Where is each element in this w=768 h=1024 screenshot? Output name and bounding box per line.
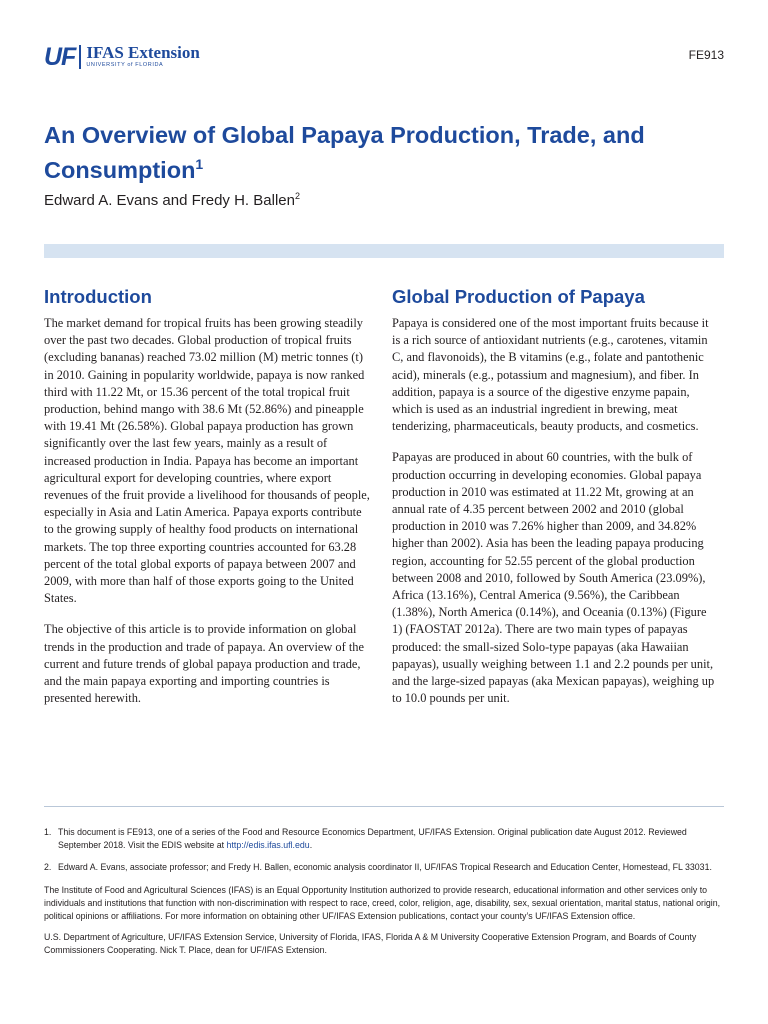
introduction-paragraph: The objective of this article is to provide information on global trends in the production and trade of papaya. An overview of the current and future trends of global papaya production and trade, and the main papaya exporting and importing countries is presented herewith. bbox=[44, 622, 364, 706]
header-divider-band bbox=[44, 244, 724, 258]
document-code: FE913 bbox=[688, 48, 724, 62]
logo-uf-mark: UF bbox=[44, 43, 76, 71]
footnote-number: 2. bbox=[44, 862, 52, 872]
authors-line bbox=[44, 192, 300, 209]
introduction-section bbox=[44, 284, 370, 721]
footnote-number: 1. bbox=[44, 827, 52, 837]
document-title bbox=[44, 118, 734, 188]
logo-university-name: UNIVERSITY of FLORIDA bbox=[86, 62, 164, 68]
logo-wordmark bbox=[86, 44, 200, 69]
cooperative-extension-statement: U.S. Department of Agriculture, UF/IFAS Extension Service, University of Florida, IFAS, Florida A & M University Cooperative Extension Program, and Boards of County Commissioners Cooperating. Nick T. Place, dean for UF/IFAS Extension. bbox=[44, 932, 697, 955]
global-production-section bbox=[392, 284, 718, 721]
footnote-1 bbox=[44, 826, 724, 852]
logo-divider bbox=[79, 45, 81, 69]
footnote-text bbox=[58, 826, 724, 852]
title-text: An Overview of Global Papaya Production, Trade, and Consumption bbox=[44, 122, 645, 183]
edis-website-link[interactable]: http://edis.ifas.ufl.edu bbox=[226, 840, 310, 850]
page-header bbox=[44, 44, 724, 74]
footnote-1-text-end: . bbox=[309, 840, 313, 850]
introduction-paragraph: The market demand for tropical fruits has been growing steadily over the past two decades. Global production of tropical fruits (excluding bananas) reached 73.02 million (M) metric tonnes (t) in 2010. Gaining in popularity worldwide, papaya is now ranked third with 11.22 Mt, or 15.36 percent of the total tropical fruit production, behind mango with 38.6 Mt (52.86%) and pineapple with 19.41 Mt (26.58%). Global papaya production has grown significantly over the last few years, mainly as a result of increased production in India. Papaya has become an important agricultural export for developing countries, where export revenues of the fruit provide a livelihood for thousands of people, especially in Asia and Latin America. Papaya exports contribute to the growing supply of healthy food products on international markets. The top three exporting countries accounted for 63.28 percent of the total global exports of papaya between 2007 and 2009, with more than half of those exports going to the United States. bbox=[44, 316, 370, 606]
global-production-heading: Global Production of Papaya bbox=[392, 286, 645, 307]
global-production-paragraph: Papaya is considered one of the most important fruits because it is a rich source of antioxidant nutrients (e.g., carotenes, vitamin C, and flavonoids), the B vitamins (e.g., folate and pantothenic acid), minerals (e.g., potassium and magnesium), and fiber. In addition, papaya is a source of the digestive enzyme papain, which is used as an industrial ingredient in brewing, meat tenderizing, pharmaceuticals, beauty products, and cosmetics. bbox=[392, 316, 709, 434]
introduction-heading: Introduction bbox=[44, 286, 152, 307]
footnote-2 bbox=[44, 861, 724, 874]
global-production-paragraph: Papayas are produced in about 60 countries, with the bulk of production occurring in developing economies. Global papaya production in 2010 was estimated at 11.22 Mt, growing at an annual rate of 4.35 percent between 2002 and 2010 (global production in 2010 was 7.26% higher than 2009, and 34.82% higher than 2002). Asia has been the leading papaya producing region, accounting for 52.55 percent of the global production between 2008 and 2010, followed by South America (23.09%), Africa (13.16%), Central America (9.56%), the Caribbean (1.38%), North America (0.14%), and Oceania (0.13%) (Figure 1) (FAOSTAT 2012a). There are two main types of papayas produced: the small-sized Solo-type papayas (aka Hawaiian papayas), usually weighing between 1.1 and 2.2 pounds per unit, and the large-sized papayas (aka Mexican papayas), weighing up to 10.0 pounds per unit. bbox=[392, 450, 715, 706]
authors-footnote-ref[interactable]: 2 bbox=[294, 191, 300, 201]
equal-opportunity-statement: The Institute of Food and Agricultural Sciences (IFAS) is an Equal Opportunity Institution authorized to provide research, educational information and other services only to individuals and institutions that function with non-discrimination with respect to race, creed, color, religion, age, disability, sex, sexual orientation, marital status, national origin, political opinions or affiliations. For more information on obtaining other UF/IFAS Extension publications, contact your county’s UF/IFAS Extension office. bbox=[44, 885, 721, 921]
ifas-extension-logo[interactable] bbox=[44, 44, 200, 70]
footnote-1-text: This document is FE913, one of a series of the Food and Resource Economics Department, UF/IFAS Extension. Original publication date August 2012. Reviewed September 2018. Visit the EDIS website at bbox=[58, 827, 687, 850]
authors-text: Edward A. Evans and Fredy H. Ballen bbox=[44, 192, 295, 209]
title-footnote-ref[interactable]: 1 bbox=[195, 156, 204, 172]
footnotes-section bbox=[44, 826, 724, 957]
footer-divider bbox=[44, 806, 724, 807]
logo-org-name: IFAS Extension bbox=[86, 43, 200, 62]
footnote-2-text: Edward A. Evans, associate professor; and Fredy H. Ballen, economic analysis coordinator II, UF/IFAS Tropical Research and Education Center, Homestead, FL 33031. bbox=[58, 862, 712, 872]
